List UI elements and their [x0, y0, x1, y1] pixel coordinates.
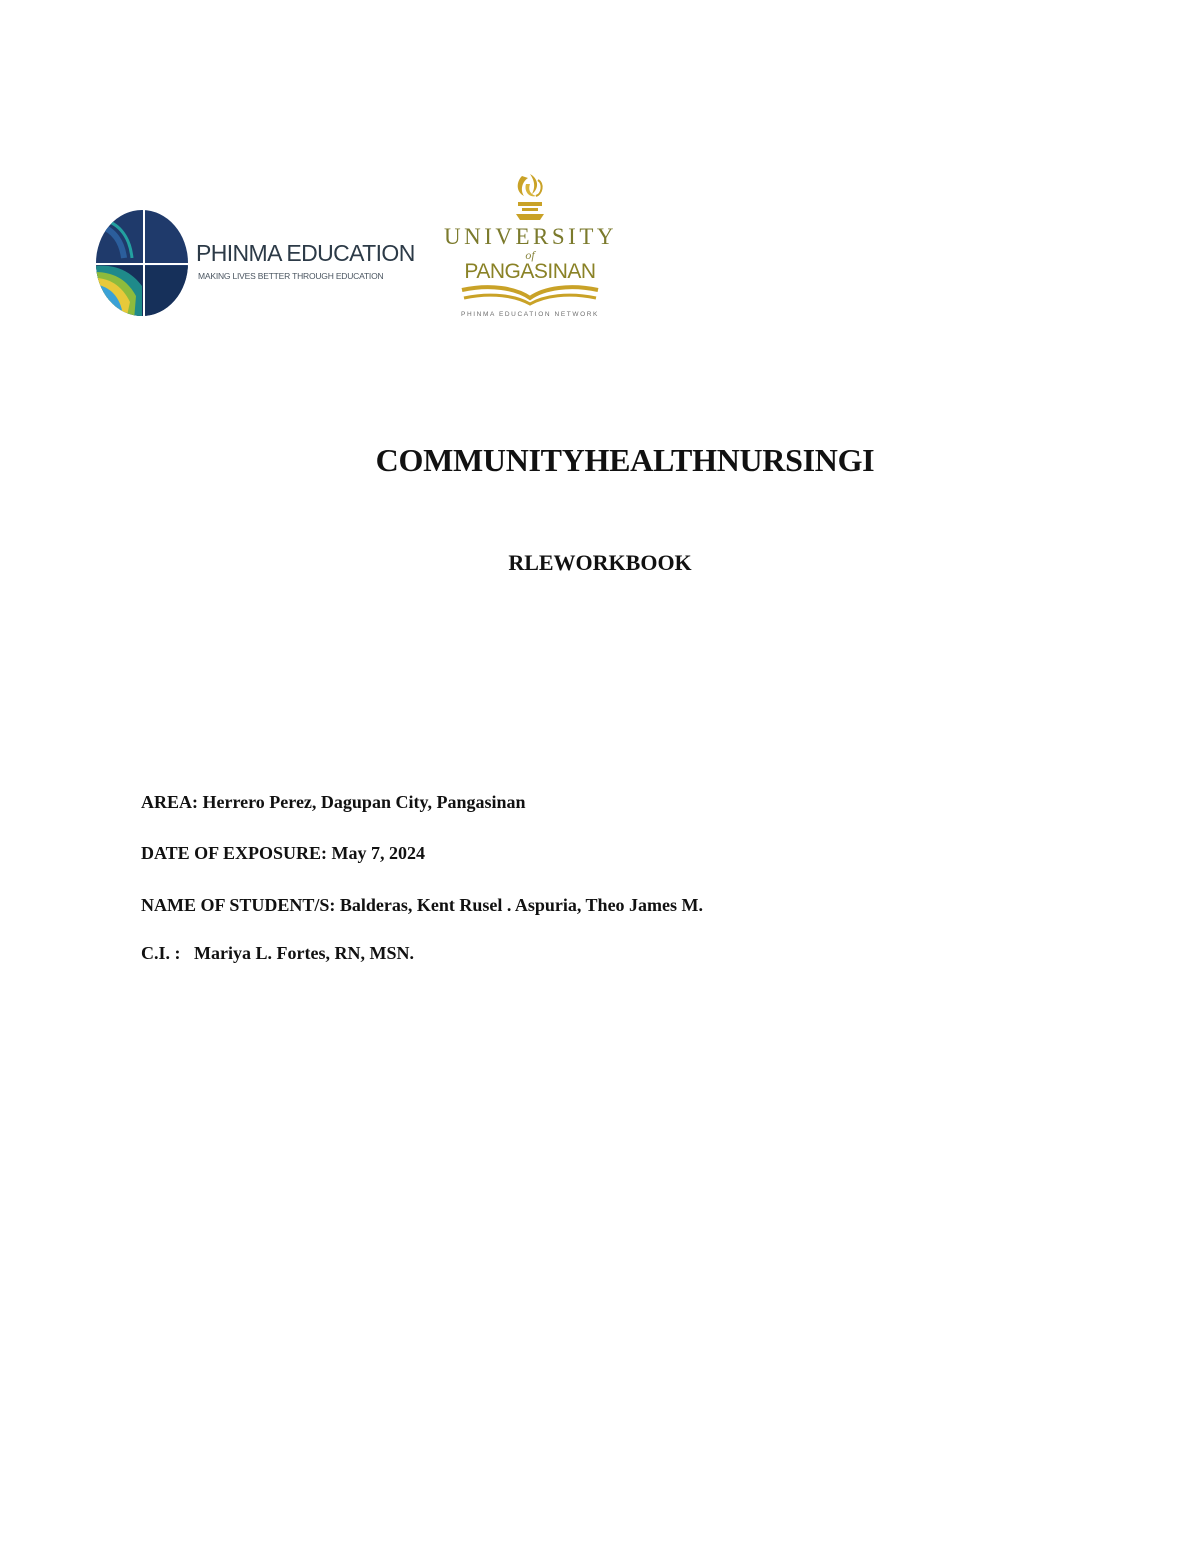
document-subtitle: RLEWORKBOOK	[508, 550, 692, 575]
document-title: COMMUNITYHEALTHNURSINGI	[375, 442, 875, 478]
pangasinan-wordmark: PANGASINAN	[464, 260, 596, 283]
university-of-pangasinan-logo	[444, 172, 616, 324]
phinma-network-text: PHINMA EDUCATION NETWORK	[461, 311, 599, 318]
open-book-icon	[460, 284, 600, 306]
university-of-text: of	[525, 248, 535, 262]
area-line: AREA: Herrero Perez, Dagupan City, Pangasinan	[141, 792, 526, 812]
university-wordmark: UNIVERSITY	[444, 224, 617, 249]
phinma-name: PHINMA EDUCATION	[196, 240, 415, 266]
clinical-instructor-line: C.I. : Mariya L. Fortes, RN, MSN.	[141, 943, 414, 963]
date-of-exposure-line: DATE OF EXPOSURE: May 7, 2024	[141, 843, 426, 863]
torch-crest-icon	[508, 172, 552, 222]
student-names-line: NAME OF STUDENT/S: Balderas, Kent Rusel . Aspuria, Theo James M.	[141, 895, 704, 915]
phinma-tagline: MAKING LIVES BETTER THROUGH EDUCATION	[198, 271, 384, 281]
phinma-globe-icon	[94, 206, 190, 320]
phinma-education-logo	[94, 206, 415, 320]
